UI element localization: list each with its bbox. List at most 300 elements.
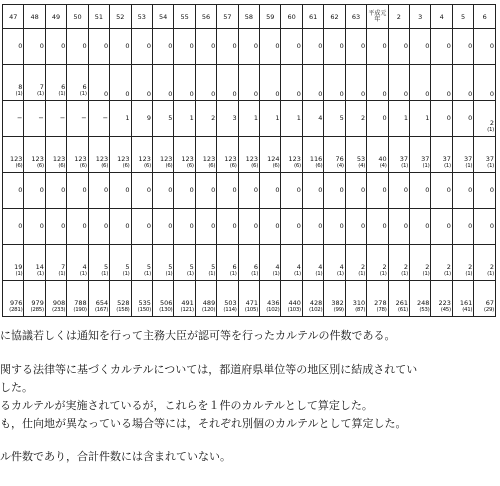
table-cell (67, 209, 88, 245)
cell-subvalue: (6) (229, 163, 237, 170)
table-cell (67, 137, 88, 173)
cell-value: 37 (464, 155, 473, 164)
cell-value: 0 (446, 90, 451, 99)
cell-value: 0 (318, 90, 323, 99)
cell-value: 40 (378, 155, 387, 164)
table-cell (174, 209, 195, 245)
cell-value: 788 (74, 299, 87, 308)
cell-value: 654 (95, 299, 109, 308)
table-cell (260, 65, 281, 101)
table-cell (238, 137, 259, 173)
cell-value: 0 (168, 90, 173, 99)
table-cell (410, 245, 431, 281)
table-cell (45, 101, 66, 137)
cell-subvalue: (1) (487, 163, 494, 170)
table-cell (367, 209, 388, 245)
cell-value: 2 (211, 114, 216, 123)
table-cell (345, 101, 366, 137)
cell-value: 0 (489, 186, 494, 195)
table-cell (367, 245, 388, 281)
table-cell (302, 29, 323, 65)
table-cell (131, 281, 152, 317)
cell-value: 0 (125, 186, 130, 195)
cell-value: 0 (361, 42, 366, 51)
table-cell (152, 101, 173, 137)
table-cell (45, 281, 66, 317)
cell-value: 503 (224, 299, 237, 308)
cell-value: 436 (267, 299, 280, 308)
cell-value: 0 (446, 114, 451, 123)
table-cell (67, 65, 88, 101)
cell-subvalue: (120) (201, 307, 216, 314)
cell-value: 116 (309, 155, 323, 164)
cell-subvalue: (87) (355, 307, 366, 314)
column-header: 59 (260, 5, 281, 29)
table-cell (3, 137, 24, 173)
table-cell (195, 245, 216, 281)
cell-value: 440 (288, 299, 301, 308)
table-cell (452, 137, 473, 173)
table-cell (88, 29, 109, 65)
cell-value: 1 (403, 114, 409, 123)
cell-subvalue: (1) (272, 271, 280, 278)
table-cell (67, 245, 88, 281)
cell-subvalue: (1) (443, 271, 451, 278)
table-cell (367, 173, 388, 209)
table-body (3, 29, 496, 317)
cell-value: 0 (189, 42, 194, 51)
table-cell (88, 245, 109, 281)
table-cell (281, 137, 302, 173)
cell-value: 0 (296, 90, 301, 99)
cell-value: 4 (318, 263, 323, 272)
table-cell (324, 173, 345, 209)
cell-value: 14 (35, 263, 44, 272)
cell-subvalue: (1) (229, 271, 237, 278)
header-row (3, 5, 496, 29)
cell-value: − (59, 114, 66, 123)
cell-value: 0 (189, 222, 194, 231)
footnotes (0, 327, 500, 466)
cell-value: 123 (95, 155, 109, 164)
column-header: 52 (110, 5, 131, 29)
table-cell (195, 29, 216, 65)
table-cell (410, 65, 431, 101)
cell-subvalue: (1) (336, 271, 344, 278)
cell-subvalue: (1) (465, 163, 473, 170)
table-cell (131, 65, 152, 101)
cell-value: 2 (382, 263, 387, 272)
cell-value: 0 (425, 42, 430, 51)
cell-value: 0 (146, 222, 151, 231)
table-cell (152, 173, 173, 209)
table-cell (217, 245, 238, 281)
footnote-line: ル件数であり，合計件数には含まれていない。 (0, 450, 231, 463)
cell-value: 123 (138, 155, 151, 164)
cell-value: 0 (339, 186, 344, 195)
table-cell (474, 65, 496, 101)
table-cell (217, 29, 238, 65)
table-cell (324, 245, 345, 281)
cell-value: 123 (181, 155, 194, 164)
cell-subvalue: (6) (294, 163, 301, 170)
cell-subvalue: (1) (186, 271, 194, 278)
table-cell (110, 101, 131, 137)
cell-value: 0 (468, 186, 473, 195)
table-cell (302, 245, 323, 281)
table-cell (174, 29, 195, 65)
cell-value: 0 (339, 90, 344, 99)
table-cell (302, 65, 323, 101)
table-cell (260, 137, 281, 173)
table-cell (110, 173, 131, 209)
cell-value: 2 (403, 263, 409, 272)
table-row (3, 65, 496, 101)
cell-value: 0 (403, 90, 409, 99)
cell-subvalue: (4) (358, 163, 366, 170)
table-cell (152, 209, 173, 245)
cell-value: 0 (103, 90, 109, 99)
cell-subvalue: (281) (9, 307, 23, 314)
cell-subvalue: (102) (309, 307, 323, 314)
cell-subvalue: (121) (180, 307, 194, 314)
table-cell (474, 101, 496, 137)
table-cell (388, 101, 409, 137)
cell-value: 5 (146, 263, 151, 272)
cell-subvalue: (6) (15, 163, 23, 170)
cell-subvalue: (1) (379, 271, 387, 278)
table-cell (388, 65, 409, 101)
cell-subvalue: (4) (379, 163, 387, 170)
cell-value: 161 (459, 299, 473, 308)
cell-subvalue: (41) (462, 307, 473, 314)
table-cell (3, 101, 24, 137)
column-header: 49 (45, 5, 66, 29)
table-cell (474, 29, 496, 65)
cell-value: 491 (181, 299, 194, 308)
cell-value: 0 (253, 186, 259, 195)
cell-value: 0 (425, 222, 430, 231)
cell-value: − (81, 114, 87, 123)
cell-value: 248 (417, 299, 430, 308)
table-cell (452, 101, 473, 137)
table-cell (174, 245, 195, 281)
cell-value: 0 (168, 186, 173, 195)
table-cell (24, 101, 45, 137)
cell-value: 489 (202, 299, 216, 308)
table-cell (388, 137, 409, 173)
column-header: 60 (281, 5, 302, 29)
cell-subvalue: (6) (36, 163, 44, 170)
cell-value: 0 (232, 186, 237, 195)
cell-subvalue: (103) (287, 307, 301, 314)
cell-value: 0 (275, 222, 280, 231)
cell-subvalue: (167) (94, 307, 109, 314)
cell-value: 0 (361, 186, 366, 195)
table-row (3, 281, 496, 317)
table-cell (45, 137, 66, 173)
table-cell (174, 137, 195, 173)
table-cell (238, 173, 259, 209)
cell-value: 0 (275, 186, 280, 195)
table-cell (195, 209, 216, 245)
table-cell (367, 281, 388, 317)
table-cell (281, 101, 302, 137)
table-cell (24, 245, 45, 281)
cell-value: 0 (403, 42, 409, 51)
cell-value: 0 (61, 222, 66, 231)
table-cell (238, 65, 259, 101)
cell-subvalue: (158) (116, 307, 130, 314)
table-cell (260, 173, 281, 209)
cell-value: 0 (253, 90, 259, 99)
column-header: 6 (474, 5, 496, 29)
cell-value: 0 (125, 222, 130, 231)
cell-value: 0 (382, 42, 387, 51)
cell-subvalue: (1) (101, 271, 109, 278)
table-cell (195, 65, 216, 101)
cell-value: 506 (159, 299, 173, 308)
cell-value: 0 (82, 222, 87, 231)
table-cell (88, 65, 109, 101)
cell-value: 0 (103, 222, 109, 231)
table-cell (388, 245, 409, 281)
cell-value: 535 (138, 299, 151, 308)
cell-value: 5 (168, 263, 173, 272)
table-cell (67, 173, 88, 209)
table-cell (281, 65, 302, 101)
cell-value: 0 (339, 222, 344, 231)
table-cell (431, 101, 452, 137)
cell-value: 4 (82, 263, 87, 272)
table-cell (24, 137, 45, 173)
table-cell (67, 281, 88, 317)
cell-value: 0 (18, 222, 23, 231)
table-cell (410, 173, 431, 209)
column-header: 3 (410, 5, 431, 29)
table-row (3, 29, 496, 65)
cell-value: 0 (232, 222, 237, 231)
table-cell (195, 281, 216, 317)
cell-value: 0 (339, 42, 344, 51)
cell-value: 0 (189, 90, 194, 99)
cell-subvalue: (6) (165, 163, 173, 170)
table-cell (452, 29, 473, 65)
cell-subvalue: (6) (79, 163, 87, 170)
cartel-count-table (2, 4, 496, 317)
cell-subvalue: (1) (294, 271, 301, 278)
cell-value: 0 (425, 90, 430, 99)
cell-subvalue: (6) (315, 163, 323, 170)
table-cell (131, 101, 152, 137)
table-cell (367, 65, 388, 101)
table-cell (345, 137, 366, 173)
column-header: 58 (238, 5, 259, 29)
table-cell (345, 281, 366, 317)
cell-value: 123 (224, 155, 237, 164)
cell-value: − (38, 114, 44, 123)
table-cell (452, 281, 473, 317)
cell-subvalue: (150) (137, 307, 151, 314)
cell-value: 0 (168, 42, 173, 51)
cell-value: 37 (421, 155, 430, 164)
cell-value: 6 (232, 263, 237, 272)
table-cell (452, 65, 473, 101)
cell-value: 0 (168, 222, 173, 231)
table-cell (324, 209, 345, 245)
cell-subvalue: (78) (376, 307, 387, 314)
column-header: 63 (345, 5, 366, 29)
table-cell (110, 281, 131, 317)
cell-value: 0 (18, 42, 23, 51)
cell-value: 382 (331, 299, 344, 308)
cell-value: 123 (117, 155, 130, 164)
cell-subvalue: (1) (487, 271, 494, 278)
cell-value: 9 (146, 114, 151, 123)
table-cell (431, 281, 452, 317)
cell-subvalue: (45) (440, 307, 451, 314)
table-cell (45, 209, 66, 245)
cell-value: 0 (103, 42, 109, 51)
table-cell (410, 209, 431, 245)
table-cell (367, 101, 388, 137)
table-cell (345, 245, 366, 281)
cell-subvalue: (1) (315, 271, 323, 278)
table-cell (3, 173, 24, 209)
column-header: 54 (152, 5, 173, 29)
cell-value: 2 (446, 263, 451, 272)
cell-subvalue: (6) (144, 163, 151, 170)
cell-subvalue: (1) (443, 163, 451, 170)
cell-value: 976 (10, 299, 23, 308)
cell-value: 1 (296, 114, 301, 123)
cell-value: 8 (18, 83, 23, 92)
cell-value: 0 (382, 186, 387, 195)
cell-value: 0 (275, 42, 280, 51)
table-cell (474, 209, 496, 245)
table-cell (217, 137, 238, 173)
cell-value: 0 (489, 222, 494, 231)
cell-value: 123 (31, 155, 44, 164)
table-cell (431, 245, 452, 281)
cell-value: 0 (39, 42, 44, 51)
cell-value: 0 (18, 186, 23, 195)
cell-value: 0 (39, 222, 44, 231)
column-header: 50 (67, 5, 88, 29)
cell-value: 67 (485, 299, 494, 308)
cell-value: 0 (318, 186, 323, 195)
table-cell (410, 101, 431, 137)
table-cell (324, 137, 345, 173)
table-cell (345, 173, 366, 209)
table-cell (281, 29, 302, 65)
cell-value: 0 (425, 186, 430, 195)
cell-subvalue: (1) (15, 91, 23, 98)
cell-value: 0 (146, 42, 151, 51)
cell-subvalue: (1) (251, 271, 259, 278)
column-header: 62 (324, 5, 345, 29)
cell-value: 0 (361, 90, 366, 99)
cell-value: 6 (82, 83, 87, 92)
cell-subvalue: (1) (36, 271, 44, 278)
table-cell (217, 65, 238, 101)
cell-value: 123 (74, 155, 87, 164)
cell-value: 0 (446, 222, 451, 231)
cell-value: 310 (352, 299, 366, 308)
cell-subvalue: (1) (144, 271, 151, 278)
cell-value: 0 (39, 186, 44, 195)
table-cell (410, 137, 431, 173)
table-cell (24, 173, 45, 209)
cell-value: 0 (361, 222, 366, 231)
cell-value: 0 (382, 90, 387, 99)
table-cell (302, 101, 323, 137)
table-cell (238, 209, 259, 245)
footnote-line: に協議若しくは通知を行って主務大臣が認可等を行ったカルテルの件数である。 (0, 329, 396, 342)
cell-subvalue: (1) (401, 271, 409, 278)
cell-value: 0 (82, 42, 87, 51)
table-cell (45, 173, 66, 209)
cell-subvalue: (1) (401, 163, 409, 170)
table-cell (431, 173, 452, 209)
cell-subvalue: (130) (159, 307, 173, 314)
table-cell (410, 29, 431, 65)
cell-value: 1 (189, 114, 194, 123)
table-cell (452, 173, 473, 209)
cell-value: 76 (335, 155, 344, 164)
cell-value: 1 (275, 114, 280, 123)
cell-value: 123 (202, 155, 216, 164)
cell-value: 0 (489, 90, 494, 99)
cell-value: 0 (468, 42, 473, 51)
table-cell (260, 281, 281, 317)
cell-value: 0 (82, 186, 87, 195)
cell-subvalue: (114) (223, 307, 237, 314)
cell-value: 37 (442, 155, 451, 164)
table-cell (410, 281, 431, 317)
cell-subvalue: (102) (266, 307, 280, 314)
table-cell (152, 281, 173, 317)
footnote-line: るカルテルが実施されているが，これらを１件のカルテルとして算定した。 (0, 399, 373, 412)
cell-value: 0 (211, 222, 216, 231)
table-cell (195, 173, 216, 209)
table-cell (217, 281, 238, 317)
column-header: 55 (174, 5, 195, 29)
column-header: 47 (3, 5, 24, 29)
table-cell (302, 173, 323, 209)
cell-value: 0 (146, 90, 151, 99)
table-cell (260, 101, 281, 137)
table-cell (45, 29, 66, 65)
table-cell (88, 173, 109, 209)
cell-subvalue: (1) (358, 271, 366, 278)
table-cell (474, 281, 496, 317)
table-cell (474, 245, 496, 281)
cell-value: 0 (468, 222, 473, 231)
cell-value: 123 (10, 155, 23, 164)
table-cell (217, 101, 238, 137)
cell-subvalue: (285) (30, 307, 44, 314)
cell-value: 223 (438, 299, 451, 308)
table-row (3, 209, 496, 245)
table-cell (88, 281, 109, 317)
table-cell (45, 245, 66, 281)
cell-value: 0 (446, 42, 451, 51)
cell-value: 0 (61, 186, 66, 195)
table-cell (238, 29, 259, 65)
cell-subvalue: (1) (79, 91, 87, 98)
table-cell (24, 65, 45, 101)
